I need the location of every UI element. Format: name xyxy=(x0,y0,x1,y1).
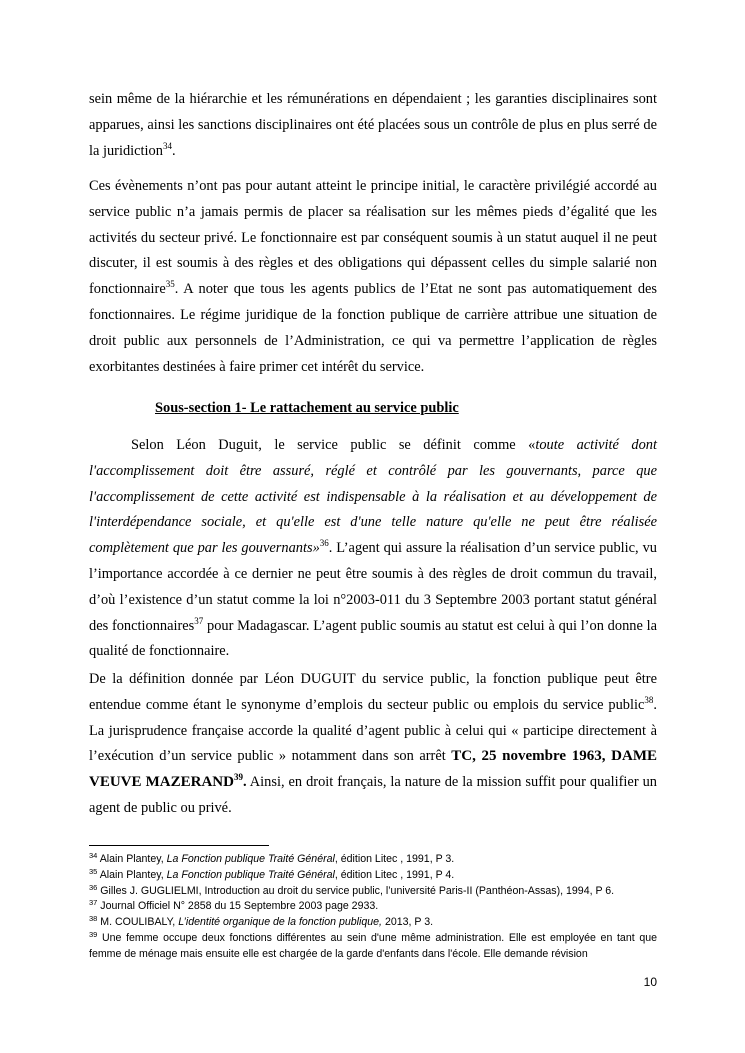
footnote-text-end: , édition Litec , 1991, P 4. xyxy=(334,868,455,881)
footnote-number: 35 xyxy=(89,866,98,876)
paragraph-3-text-a: Selon Léon Duguit, le service public se définit comme « xyxy=(131,437,536,453)
paragraph-2-text-b: . A noter que tous les agents publics de l’Etat ne sont pas automatiquement des fonctionnaires. Le régime juridique de la fonction publique de carrière attribue une situation de droit public aux personnels de l’Administration, ce qui va permettre l’application de règles exorbitantes destinées à faire primer cet intérêt du service. xyxy=(89,281,657,375)
paragraph-4-text-b: . La jurisprudence française accorde la qualité d’agent public à celui qui « participe directement à l’exécution d’un service public » notamment dans son arrêt xyxy=(89,696,657,765)
case-citation-end: . xyxy=(242,774,247,791)
footnote-ref-34[interactable]: 34 xyxy=(162,140,172,151)
footnote-35 xyxy=(89,868,657,884)
footnote-text: Gilles J. GUGLIELMI, Introduction au droit du service public, l’université Paris-II (Panthéon-Assas), 1994, P 6. xyxy=(97,884,615,897)
paragraph-1-text: sein même de la hiérarchie et les rémunérations en dépendaient ; les garanties disciplinaires sont apparues, ainsi les sanctions disciplinaires ont été placées sous un contrôle de plus en plus serré de la juridiction xyxy=(89,91,657,159)
footnote-text: Journal Officiel N° 2858 du 15 Septembre 2003 page 2933. xyxy=(97,900,379,913)
footnote-number: 38 xyxy=(89,914,98,924)
footnote-39 xyxy=(89,931,657,963)
footnote-number: 36 xyxy=(89,882,98,892)
paragraph-3 xyxy=(89,433,657,665)
paragraph-3-text-b: . L’agent qui assure la réalisation d’un service public, vu l’importance accordée à ce dernier ne peut être soumis à des règles de droit commun du travail, d’où l’existence d’un statut comme la loi n°2003-011 du 3 Septembre 2003 portant statut général des fonctionnaires xyxy=(89,540,657,634)
footnote-text: Alain Plantey, xyxy=(97,853,167,865)
paragraph-4-text-a: De la définition donnée par Léon DUGUIT du service public, la fonction publique peut être entendue comme étant le synonyme d’emplois du secteur public ou emplois du service public xyxy=(89,671,657,713)
footnote-number: 37 xyxy=(89,898,98,908)
footnote-text: Une femme occupe deux fonctions différentes au sein d'une même administration. Elle est employée en tant que femme de ménage mais ensuite elle est chargée de la garde d'enfants dans l'école. Elle demande révision xyxy=(89,931,657,960)
footnote-text: M. COULIBALY, xyxy=(97,916,179,929)
footnote-text-end: 2013, P 3. xyxy=(382,916,434,929)
footnote-ref-36[interactable]: 36 xyxy=(319,538,329,549)
paragraph-2-text-a: Ces évènements n’ont pas pour autant atteint le principe initial, le caractère privilégié accordé au service public n’a jamais permis de placer sa réalisation sur les mêmes pieds d’égalité que les activités du secteur privé. Le fonctionnaire est par conséquent soumis à un statut auquel il ne peut discuter, il est soumis à des règles et des obligations qui dépassent celles du simple salarié non fonctionnaire xyxy=(89,178,657,298)
page-number: 10 xyxy=(643,975,657,989)
footnote-text: Alain Plantey, xyxy=(97,868,167,881)
footnote-text-end: , édition Litec , 1991, P 3. xyxy=(334,853,455,865)
paragraph-2 xyxy=(89,174,657,380)
footnote-37 xyxy=(89,899,657,915)
footnote-ref-37[interactable]: 37 xyxy=(194,615,204,626)
paragraph-4 xyxy=(89,667,657,822)
footnote-36 xyxy=(89,884,657,900)
footnotes xyxy=(89,852,657,963)
footnote-title: La Fonction publique Traité Général xyxy=(166,868,335,881)
footnote-ref-35[interactable]: 35 xyxy=(165,279,175,290)
paragraph-1-end: . xyxy=(171,142,176,159)
case-citation: TC, 25 novembre 1963, DAME VEUVE MAZERAND xyxy=(89,748,657,791)
footnote-title: L’identité organique de la fonction publique, xyxy=(178,916,382,929)
paragraph-4-text-c: Ainsi, en droit français, la nature de la mission suffit pour qualifier un agent de public ou privé. xyxy=(89,774,657,816)
paragraph-1 xyxy=(89,87,657,164)
footnote-ref-38[interactable]: 38 xyxy=(644,694,654,705)
footnote-number: 39 xyxy=(89,929,98,939)
paragraph-3-text-c: pour Madagascar. L’agent public soumis au statut est celui à qui l’on donne la qualité de fonctionnaire. xyxy=(89,617,657,660)
footnote-38 xyxy=(89,915,657,931)
footnote-title: La Fonction publique Traité Général xyxy=(166,853,335,865)
duguit-quote: toute activité dont l'accomplissement doit être assuré, réglé et contrôlé par les gouvernants, parce que l'accomplissement de cette activité est indispensable à la réalisation et au développement de l'interdépendance sociale, et qu'elle est d'une telle nature qu'elle ne peut être réalisée complètement que par les gouvernants» xyxy=(89,437,657,557)
section-heading: Sous-section 1- Le rattachement au service public xyxy=(155,400,459,416)
footnote-separator xyxy=(89,845,269,846)
footnote-ref-39[interactable]: 39 xyxy=(233,772,243,783)
footnote-number: 34 xyxy=(89,851,98,860)
footnote-34 xyxy=(89,852,657,868)
